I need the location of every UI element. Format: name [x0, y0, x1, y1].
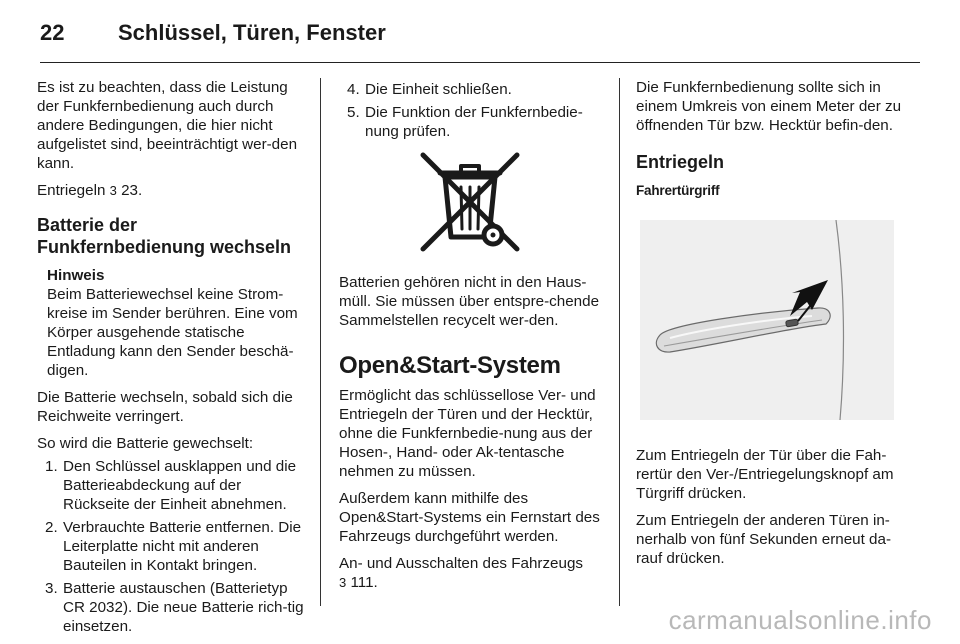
page-number: 22 — [40, 20, 65, 45]
section-heading-unlock: Entriegeln — [636, 152, 725, 172]
sub-heading-driver-door: Fahrertürgriff — [636, 183, 720, 198]
note-body: Beim Batteriewechsel keine Strom-kreise im Sender berühren. Eine vom Körper ausgehende statische Entladung kann den Sender beschä-digen. — [47, 286, 298, 379]
door-handle-icon — [640, 220, 894, 420]
cross-reference-text: Entriegeln — [37, 182, 106, 199]
crossed-out-bin-icon — [415, 149, 525, 257]
column-divider-2 — [619, 78, 620, 606]
list-item: 1. Den Schlüssel ausklappen und die Batterieabdeckung auf der Rückseite der Einheit abnehmen. — [45, 458, 297, 513]
section-heading-open-start: Open&Start-System — [339, 352, 561, 379]
intro-paragraph: Es ist zu beachten, dass die Leistung der Funkfernbedienung auch durch andere Bedingungen, die hier nicht aufgelistet sind, beeinträchtigt wer-den kann. — [37, 79, 298, 172]
header-divider — [40, 62, 920, 63]
list-item: 3. Batterie austauschen (Batterietyp CR 2032). Die neue Batterie rich-tig einsetzen. — [45, 580, 304, 635]
paragraph-1: Ermöglicht das schlüssellose Ver- und Entriegeln der Türen und der Hecktür, ohne die Funkfernbedie-nung aus der Hosen-, Hand- oder Ak-tentasche nehmen zu müssen. — [339, 387, 596, 480]
section-heading-battery: Batterie der Funkfernbedienung wechseln — [37, 215, 292, 257]
door-handle-illustration — [640, 220, 894, 420]
paragraph-3-page: 111. — [350, 574, 378, 591]
paragraph-2: Außerdem kann mithilfe des Open&Start-Systems ein Fernstart des Fahrzeugs durchgeführt werden. — [339, 490, 600, 545]
column-2 — [339, 80, 607, 600]
reference-arrow-icon: 3 — [339, 575, 347, 590]
cross-reference-page: 23. — [121, 182, 143, 199]
steps-list-continued — [339, 80, 607, 141]
list-item: 5. Die Funktion der Funkfernbedie-nung prüfen. — [347, 104, 583, 140]
column-1 — [37, 78, 305, 644]
note-block — [37, 266, 305, 380]
page-header — [40, 20, 920, 60]
column-3 — [636, 78, 904, 576]
paragraph-how: So wird die Batterie gewechselt: — [37, 435, 254, 452]
list-item: 4. Die Einheit schließen. — [347, 81, 512, 98]
watermark: carmanualsonline.info — [668, 605, 932, 635]
reference-arrow-icon: 3 — [109, 183, 117, 198]
page-title: Schlüssel, Türen, Fenster — [118, 20, 386, 45]
steps-list — [37, 457, 305, 636]
paragraph-2: Zum Entriegeln der anderen Türen in-nerhalb von fünf Sekunden erneut da-rauf drücken. — [636, 512, 891, 567]
intro-paragraph: Die Funkfernbedienung sollte sich in einem Umkreis von einem Meter der zu öffnenden Tür bzw. Hecktür befin-den. — [636, 79, 902, 134]
list-item: 2. Verbrauchte Batterie entfernen. Die Leiterplatte nicht mit anderen Bauteilen in Kontakt bringen. — [45, 519, 302, 574]
disposal-symbol — [339, 149, 607, 259]
paragraph-1: Zum Entriegeln der Tür über die Fah-rertür den Ver-/Entriegelungsknopf am Türgriff drücken. — [636, 447, 894, 502]
disposal-paragraph: Batterien gehören nicht in den Haus-müll. Sie müssen über entspre-chende Sammelstellen recycelt wer-den. — [339, 274, 600, 329]
paragraph-3-text: An- und Ausschalten des Fahrzeugs — [339, 555, 583, 572]
paragraph-change: Die Batterie wechseln, sobald sich die Reichweite verringert. — [37, 389, 293, 425]
note-title: Hinweis — [47, 267, 105, 284]
cross-reference — [37, 181, 305, 200]
column-divider-1 — [320, 78, 321, 606]
paragraph-3 — [339, 554, 607, 592]
